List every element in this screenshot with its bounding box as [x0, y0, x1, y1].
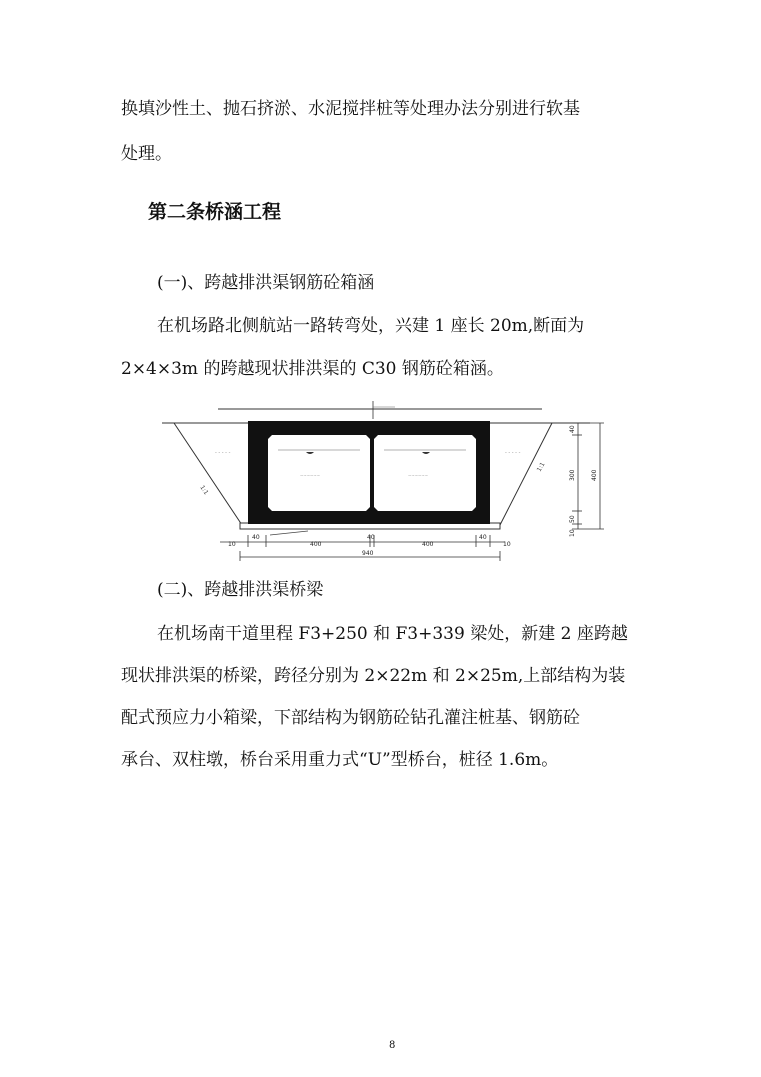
dim-label: 10 — [569, 529, 576, 537]
dim-label: 400 — [591, 469, 598, 481]
dim-label: 40 — [569, 425, 576, 433]
svg-text:1:1: 1:1 — [535, 461, 547, 473]
svg-text:1:1: 1:1 — [198, 484, 210, 497]
dim-label: 50 — [569, 515, 576, 523]
body-paragraph-3: 在机场路北侧航站一路转弯处，兴建 1 座长 20m,断面为 — [157, 316, 585, 336]
svg-text:- - - - -: - - - - - — [215, 450, 231, 456]
page-number: 8 — [389, 1040, 396, 1051]
body-paragraph-6: 现状排洪渠的桥梁，跨径分别为 2×22m 和 2×25m,上部结构为装 — [121, 666, 626, 686]
subsection-heading-2: (二)、跨越排洪渠桥梁 — [157, 580, 324, 600]
body-paragraph-1: 换填沙性土、抛石挤淤、水泥搅拌桩等处理办法分别进行软基 — [121, 99, 580, 119]
dim-label: 10 — [503, 541, 511, 548]
dim-label: 400 — [310, 541, 322, 548]
svg-text:~~~~~~: ~~~~~~ — [408, 473, 429, 478]
dim-label: 40 — [479, 534, 487, 541]
dim-label: 400 — [422, 541, 434, 548]
body-paragraph-4: 2×4×3m 的跨越现状排洪渠的 C30 钢筋砼箱涵。 — [121, 359, 504, 379]
svg-text:- - - - -: - - - - - — [505, 450, 521, 456]
subsection-heading-1: (一)、跨越排洪渠钢筋砼箱涵 — [157, 273, 375, 293]
box-culvert-section-drawing — [160, 397, 612, 567]
dim-label: 40 — [252, 534, 260, 541]
dim-label: 300 — [569, 469, 576, 481]
dim-label: 10 — [228, 541, 236, 548]
dim-label: 940 — [362, 550, 374, 557]
body-paragraph-8: 承台、双柱墩，桥台采用重力式“U”型桥台，桩径 1.6m。 — [121, 750, 559, 770]
body-paragraph-5: 在机场南干道里程 F3+250 和 F3+339 梁处，新建 2 座跨越 — [157, 624, 628, 644]
body-paragraph-7: 配式预应力小箱梁，下部结构为钢筋砼钻孔灌注桩基、钢筋砼 — [121, 708, 580, 728]
body-paragraph-2: 处理。 — [121, 144, 172, 164]
svg-text:~~~~~~: ~~~~~~ — [300, 473, 321, 478]
dim-label: 40 — [367, 534, 375, 541]
section-heading: 第二条桥涵工程 — [148, 201, 282, 223]
